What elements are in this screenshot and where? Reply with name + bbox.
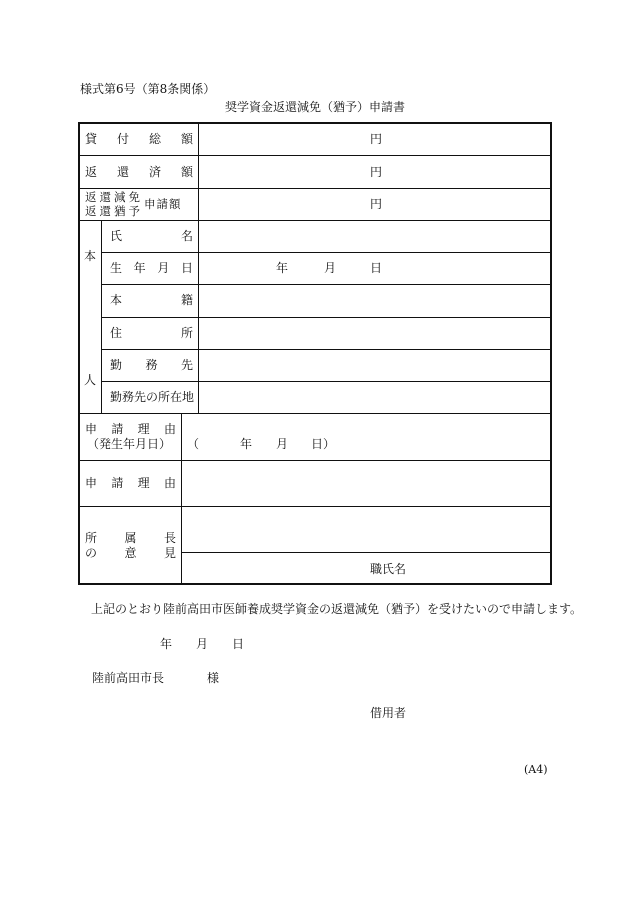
borrower-label: 借用者 (370, 706, 407, 720)
row-divider (79, 220, 551, 221)
application-table (78, 122, 552, 585)
column-divider (198, 123, 199, 413)
birth-month-unit: 月 (324, 261, 337, 275)
birth-day-unit: 日 (370, 261, 383, 275)
apply-amount-label-line1: 返 還 減 免 (85, 190, 140, 204)
occurrence-open-paren: （ (187, 437, 200, 451)
reason-date-label: 申 請 理 由 (85, 422, 176, 436)
row-divider (101, 252, 551, 253)
row-divider (101, 284, 551, 285)
workplace-address-label: 勤務先の所在地 (110, 390, 195, 404)
document-title: 奨学資金返還減免（猶予）申請書 (224, 100, 405, 114)
honorific: 様 (207, 671, 220, 685)
supervisor-opinion-label-line2: の 意 見 (85, 546, 176, 560)
form-number: 様式第6号（第8条関係） (80, 82, 216, 96)
row-divider (181, 552, 551, 553)
row-divider (79, 506, 551, 507)
occurrence-day-unit: 日） (311, 437, 336, 451)
addressee: 陸前高田市長 (92, 671, 165, 685)
reason-label: 申 請 理 由 (85, 476, 176, 490)
occurrence-year-unit: 年 (240, 437, 253, 451)
application-date: 年 月 日 (160, 637, 244, 651)
loan-total-label: 貸 付 総 額 (85, 132, 193, 146)
row-divider (101, 381, 551, 382)
domicile-label: 本 籍 (110, 293, 193, 307)
supervisor-title-name-label: 職氏名 (370, 562, 407, 576)
paper-size-note: (A4) (524, 763, 548, 776)
apply-amount-label-tail: 申請額 (144, 197, 182, 211)
repaid-label: 返 還 済 額 (85, 165, 193, 179)
column-divider (101, 221, 102, 413)
occurrence-month-unit: 月 (276, 437, 289, 451)
row-divider (101, 349, 551, 350)
address-label: 住 所 (110, 326, 193, 340)
person-group-label-top: 本 (84, 249, 97, 263)
supervisor-opinion-label-line1: 所 属 長 (85, 531, 176, 545)
row-divider (101, 317, 551, 318)
row-divider (79, 413, 551, 414)
birth-year-unit: 年 (276, 261, 289, 275)
repaid-unit: 円 (370, 165, 383, 179)
row-divider (79, 155, 551, 156)
apply-amount-unit: 円 (370, 197, 383, 211)
name-label: 氏 名 (110, 229, 193, 243)
birthdate-label: 生 年 月 日 (110, 261, 193, 275)
workplace-label: 勤 務 先 (110, 358, 193, 372)
application-statement: 上記のとおり陸前高田市医師養成奨学資金の返還減免（猶予）を受けたいので申請します。 (91, 602, 583, 616)
column-divider (181, 414, 182, 584)
apply-amount-label-line2: 返 還 猶 予 (85, 204, 140, 218)
row-divider (79, 188, 551, 189)
loan-total-unit: 円 (370, 132, 383, 146)
reason-date-sublabel: （発生年月日） (87, 437, 172, 451)
person-group-label-bottom: 人 (84, 373, 97, 387)
row-divider (79, 460, 551, 461)
